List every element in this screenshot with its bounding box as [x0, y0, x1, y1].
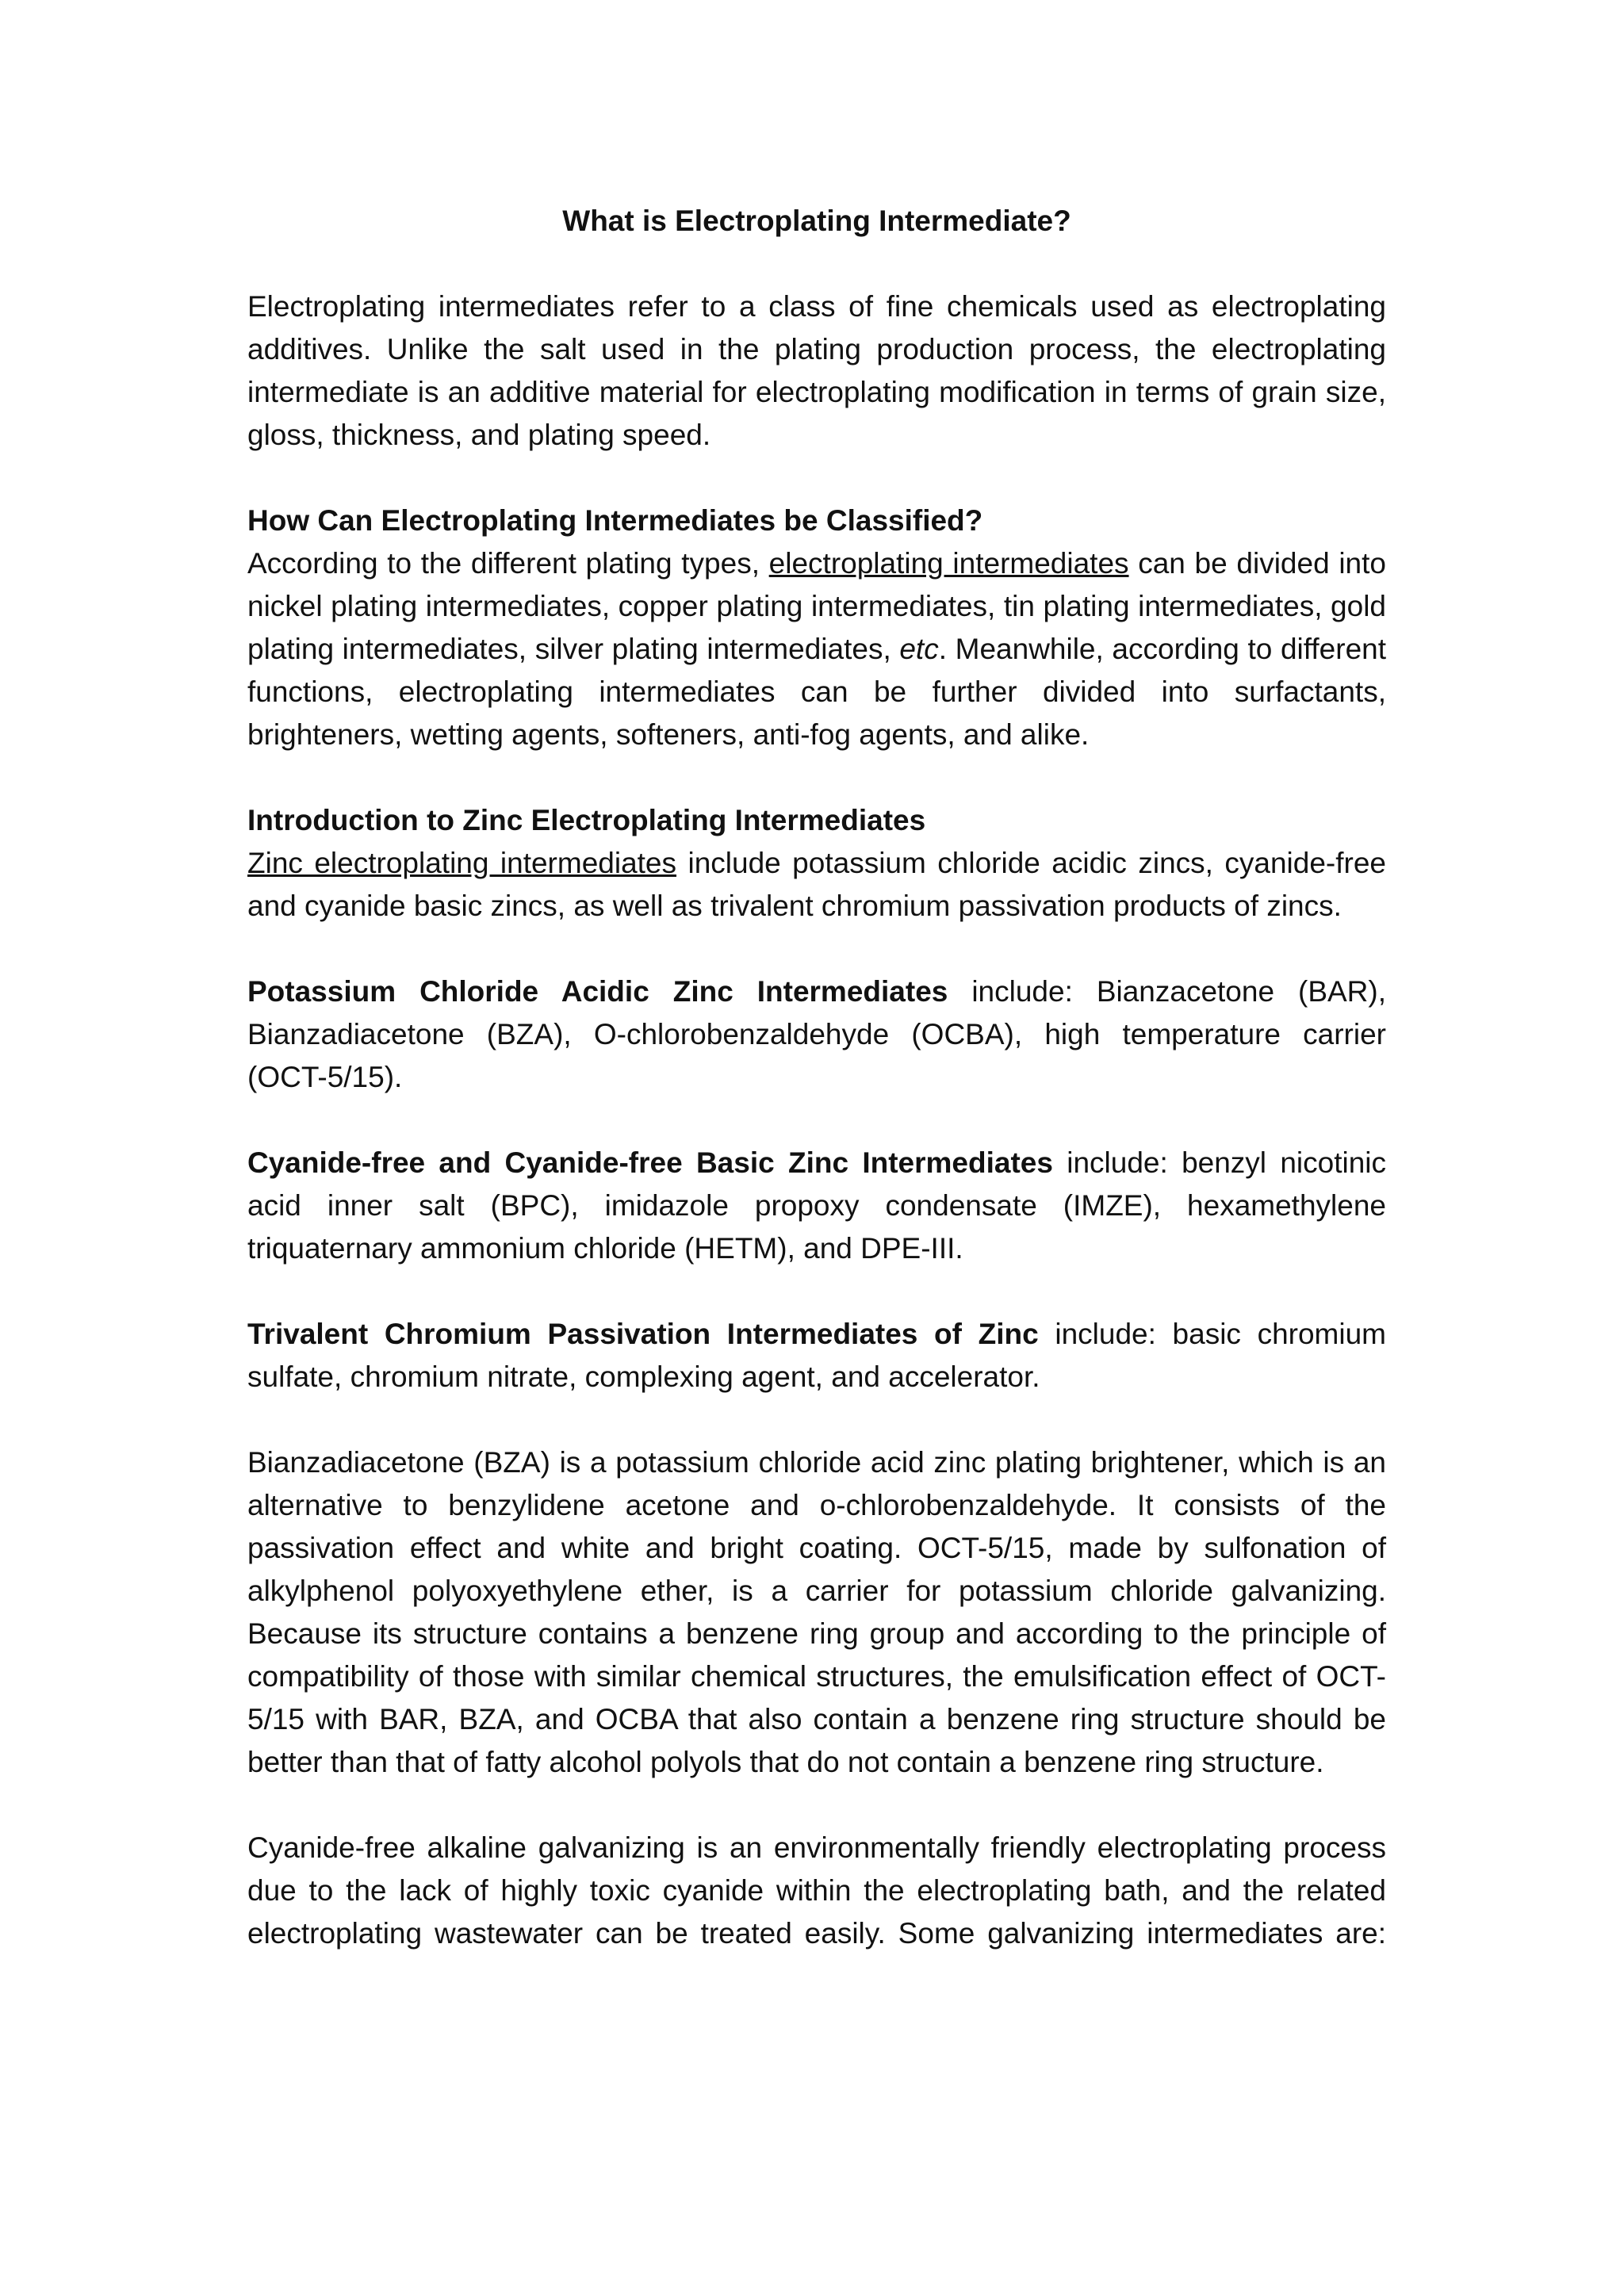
- spacer: [247, 243, 1386, 285]
- trivalent-text: include: basic chromium sulfate, chromium nitrate, complexing agent, and accelerator.: [247, 1318, 1387, 1393]
- spacer: [247, 1399, 1386, 1441]
- etc-text: etc: [899, 633, 939, 665]
- classification-text-3: . Meanwhile, according to different functions, electroplating intermediates can be further divided into surfactants, brighteners, wetting agents, softeners, anti-fog agents, and alike.: [247, 633, 1387, 751]
- trivalent-bold-lead: Trivalent Chromium Passivation Intermediates of Zinc: [247, 1318, 1039, 1350]
- zinc-paragraph: [247, 842, 1386, 928]
- cyanide-bold-lead: Cyanide-free and Cyanide-free Basic Zinc Intermediates: [247, 1146, 1053, 1179]
- intro-paragraph: Electroplating intermediates refer to a class of fine chemicals used as electroplating additives. Unlike the salt used in the plating production process, the electroplating intermediate is an additive material for electroplating modification in terms of grain size, gloss, thickness, and plating speed.: [247, 290, 1386, 451]
- classification-paragraph: [247, 542, 1386, 756]
- electroplating-intermediates-link[interactable]: electroplating intermediates: [768, 547, 1129, 580]
- spacer: [247, 457, 1386, 499]
- bza-paragraph: Bianzadiacetone (BZA) is a potassium chloride acid zinc plating brightener, which is an alternative to benzylidene acetone and o-chlorobenzaldehyde. It consists of the passivation effect and white and bright coating. OCT-5/15, made by sulfonation of alkylphenol polyoxyethylene ether, is a carrier for potassium chloride galvanizing. Because its structure contains a benzene ring group and according to the principle of compatibility of those with similar chemical structures, the emulsification effect of OCT-5/15 with BAR, BZA, and OCBA that also contain a benzene ring structure should be better than that of fatty alcohol polyols that do not contain a benzene ring structure.: [247, 1446, 1386, 1778]
- potassium-text: include: Bianzacetone (BAR), Bianzadiacetone (BZA), O-chlorobenzaldehyde (OCBA), high temperature carrier (OCT-5/15).: [247, 975, 1387, 1093]
- classification-text-2: can be divided into nickel plating intermediates, copper plating intermediates, tin plating intermediates, gold plating intermediates, silver plating intermediates,: [247, 547, 1386, 665]
- zinc-heading: Introduction to Zinc Electroplating Intermediates: [247, 804, 926, 836]
- spacer: [247, 756, 1386, 799]
- page-title: What is Electroplating Intermediate?: [562, 205, 1071, 237]
- potassium-bold-lead: Potassium Chloride Acidic Zinc Intermediates: [247, 975, 948, 1008]
- document-page: [247, 200, 1386, 1955]
- cyanide-paragraph: [247, 1142, 1386, 1270]
- spacer: [247, 1270, 1386, 1313]
- zinc-text: include potassium chloride acidic zincs, cyanide-free and cyanide basic zincs, as well as trivalent chromium passivation products of zincs.: [247, 847, 1386, 922]
- classification-heading: How Can Electroplating Intermediates be Classified?: [247, 504, 983, 537]
- classification-text-1: According to the different plating types,: [247, 547, 769, 580]
- potassium-paragraph: [247, 970, 1386, 1099]
- cyanide-text: include: benzyl nicotinic acid inner salt (BPC), imidazole propoxy condensate (IMZE), hexamethylene triquaternary ammonium chloride (HETM), and DPE-III.: [247, 1146, 1386, 1265]
- spacer: [247, 1099, 1386, 1142]
- spacer: [247, 1784, 1386, 1827]
- alkaline-paragraph: Cyanide-free alkaline galvanizing is an environmentally friendly electroplating process due to the lack of highly toxic cyanide within the electroplating bath, and the related electroplating wastewater can be treated easily. Some galvanizing intermediates are:: [247, 1831, 1386, 1950]
- trivalent-paragraph: [247, 1313, 1386, 1399]
- zinc-intermediates-link[interactable]: Zinc electroplating intermediates: [247, 847, 677, 879]
- spacer: [247, 928, 1386, 970]
